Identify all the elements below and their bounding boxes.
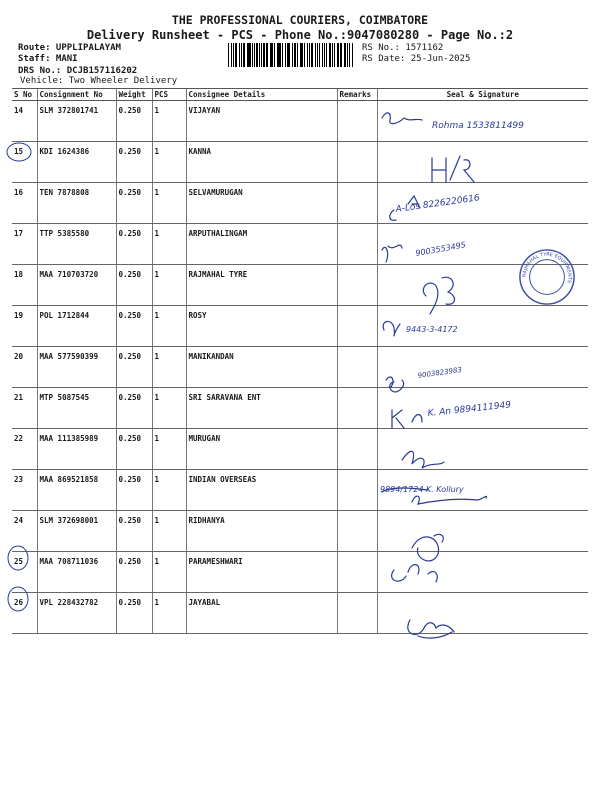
cell-consignee: MANIKANDAN bbox=[186, 347, 337, 388]
cell-consignee: RAJMAHAL TYRE bbox=[186, 265, 337, 306]
barcode-bar bbox=[294, 43, 296, 67]
cell-weight: 0.250 bbox=[116, 593, 152, 634]
table-row bbox=[12, 429, 588, 470]
cell-seal-signature bbox=[377, 429, 588, 470]
rs-date: RS Date: 25-Jun-2025 bbox=[362, 54, 471, 64]
cell-sno: 15 bbox=[12, 142, 37, 183]
cell-consignment: MAA 708711036 bbox=[37, 552, 116, 593]
barcode-bar bbox=[270, 43, 271, 67]
cell-sno: 14 bbox=[12, 101, 37, 142]
barcode-bar bbox=[278, 43, 280, 67]
cell-consignee: ARPUTHALINGAM bbox=[186, 224, 337, 265]
handwriting-row-16: A-Los 8226220616 bbox=[395, 193, 481, 215]
cell-remarks bbox=[337, 552, 377, 593]
document-title: THE PROFESSIONAL COURIERS, COIMBATORE bbox=[171, 13, 429, 27]
barcode-bar bbox=[248, 43, 250, 67]
barcode-bar bbox=[274, 43, 275, 67]
cell-weight: 0.250 bbox=[116, 470, 152, 511]
barcode-bar bbox=[315, 43, 316, 67]
vehicle-label: Vehicle: Two Wheeler Delivery bbox=[20, 76, 178, 86]
cell-consignment: MAA 869521858 bbox=[37, 470, 116, 511]
cell-seal-signature bbox=[377, 388, 588, 429]
cell-remarks bbox=[337, 593, 377, 634]
cell-seal-signature bbox=[377, 142, 588, 183]
cell-seal-signature bbox=[377, 552, 588, 593]
cell-pcs: 1 bbox=[152, 101, 186, 142]
table-row bbox=[12, 224, 588, 265]
barcode-bar bbox=[334, 43, 335, 67]
barcode-bar bbox=[277, 43, 278, 67]
handwriting-row-21: K. An 9894111949 bbox=[427, 400, 512, 419]
cell-weight: 0.250 bbox=[116, 101, 152, 142]
barcode-bar bbox=[324, 43, 325, 67]
barcode-bar bbox=[352, 43, 353, 67]
cell-pcs: 1 bbox=[152, 142, 186, 183]
barcode-bar bbox=[344, 43, 346, 67]
cell-sno: 21 bbox=[12, 388, 37, 429]
cell-pcs: 1 bbox=[152, 593, 186, 634]
cell-sno: 23 bbox=[12, 470, 37, 511]
cell-pcs: 1 bbox=[152, 429, 186, 470]
cell-seal-signature bbox=[377, 470, 588, 511]
cell-consignee: VIJAYAN bbox=[186, 101, 337, 142]
cell-consignee: JAYABAL bbox=[186, 593, 337, 634]
barcode-bar bbox=[231, 43, 232, 67]
cell-seal-signature bbox=[377, 183, 588, 224]
table-row bbox=[12, 142, 588, 183]
cell-pcs: 1 bbox=[152, 347, 186, 388]
col-header-consignee: Consignee Details bbox=[186, 89, 337, 101]
cell-consignment: SLM 372801741 bbox=[37, 101, 116, 142]
cell-consignee: PARAMESHWARI bbox=[186, 552, 337, 593]
cell-remarks bbox=[337, 101, 377, 142]
barcode-bar bbox=[241, 43, 242, 67]
barcode-bar bbox=[326, 43, 327, 67]
cell-remarks bbox=[337, 511, 377, 552]
cell-sno: 26 bbox=[12, 593, 37, 634]
staff-label: Staff: MANI bbox=[18, 54, 78, 64]
table-row bbox=[12, 511, 588, 552]
cell-sno: 19 bbox=[12, 306, 37, 347]
cell-weight: 0.250 bbox=[116, 306, 152, 347]
barcode-bar bbox=[288, 43, 289, 67]
barcode-bar bbox=[239, 43, 240, 67]
barcode-bar bbox=[322, 43, 323, 67]
barcode-bar bbox=[247, 43, 248, 67]
cell-sno: 18 bbox=[12, 265, 37, 306]
cell-consignment: SLM 372698001 bbox=[37, 511, 116, 552]
cell-consignee: INDIAN OVERSEAS bbox=[186, 470, 337, 511]
barcode-bar bbox=[329, 43, 331, 67]
cell-pcs: 1 bbox=[152, 552, 186, 593]
cell-consignee: RIDHANYA bbox=[186, 511, 337, 552]
handwriting-row-14: Rohma 1533811499 bbox=[432, 121, 524, 131]
barcode-bar bbox=[300, 43, 301, 67]
handwriting-row-20: 9003823983 bbox=[417, 365, 463, 380]
cell-sno: 17 bbox=[12, 224, 37, 265]
cell-remarks bbox=[337, 142, 377, 183]
barcode-bar bbox=[309, 43, 310, 67]
cell-seal-signature bbox=[377, 511, 588, 552]
cell-consignment: KDI 1624386 bbox=[37, 142, 116, 183]
barcode-bar bbox=[319, 43, 320, 67]
cell-consignee: SELVAMURUGAN bbox=[186, 183, 337, 224]
table-row bbox=[12, 347, 588, 388]
document-subtitle: Delivery Runsheet - PCS - Phone No.:9047080280 - Page No.:2 bbox=[86, 28, 514, 42]
table-row bbox=[12, 388, 588, 429]
cell-pcs: 1 bbox=[152, 265, 186, 306]
col-header-sno: S No bbox=[12, 89, 37, 101]
barcode-bar bbox=[261, 43, 262, 67]
barcode-bar bbox=[233, 43, 234, 67]
cell-sno: 20 bbox=[12, 347, 37, 388]
col-header-weight: Weight bbox=[116, 89, 152, 101]
drs-number: DRS No.: DCJB157116202 bbox=[18, 66, 138, 76]
table-row bbox=[12, 470, 588, 511]
table-row bbox=[12, 593, 588, 634]
barcode-bar bbox=[341, 43, 342, 67]
cell-consignee: SRI SARAVANA ENT bbox=[186, 388, 337, 429]
barcode-bar bbox=[228, 43, 229, 67]
cell-consignment: MAA 577590399 bbox=[37, 347, 116, 388]
col-header-pcs: PCS bbox=[152, 89, 186, 101]
cell-pcs: 1 bbox=[152, 511, 186, 552]
barcode-bar bbox=[349, 43, 350, 67]
cell-consignee: KANNA bbox=[186, 142, 337, 183]
cell-pcs: 1 bbox=[152, 224, 186, 265]
cell-sno: 16 bbox=[12, 183, 37, 224]
col-header-consignment: Consignment No bbox=[37, 89, 116, 101]
barcode-bar bbox=[337, 43, 338, 67]
route-label: Route: UPPLIPALAYAM bbox=[18, 43, 121, 53]
cell-weight: 0.250 bbox=[116, 388, 152, 429]
cell-consignment: MAA 710703720 bbox=[37, 265, 116, 306]
cell-consignment: MAA 111385989 bbox=[37, 429, 116, 470]
cell-pcs: 1 bbox=[152, 388, 186, 429]
cell-consignment: POL 1712844 bbox=[37, 306, 116, 347]
cell-sno: 24 bbox=[12, 511, 37, 552]
cell-remarks bbox=[337, 224, 377, 265]
table-row bbox=[12, 183, 588, 224]
cell-consignment: TTP 5385580 bbox=[37, 224, 116, 265]
rs-number: RS No.: 1571162 bbox=[362, 43, 444, 53]
cell-seal-signature bbox=[377, 593, 588, 634]
cell-seal-signature bbox=[377, 306, 588, 347]
barcode-bar bbox=[287, 43, 288, 67]
table-row bbox=[12, 552, 588, 593]
barcode-bar bbox=[266, 43, 268, 67]
barcode-bar bbox=[252, 43, 253, 67]
handwriting-row-17: 9003553495 bbox=[414, 240, 467, 258]
barcode-bar bbox=[304, 43, 305, 67]
barcode-bar bbox=[256, 43, 257, 67]
barcode-bar bbox=[297, 43, 298, 67]
cell-consignee: MURUGAN bbox=[186, 429, 337, 470]
table-row bbox=[12, 265, 588, 306]
barcode-bar bbox=[292, 43, 293, 67]
cell-weight: 0.250 bbox=[116, 347, 152, 388]
company-stamp bbox=[518, 248, 576, 306]
barcode-bar bbox=[243, 43, 244, 67]
cell-remarks bbox=[337, 429, 377, 470]
stamp-text: RAJMAHAL TYRE EQUIPMENTS bbox=[522, 252, 572, 284]
cell-remarks bbox=[337, 306, 377, 347]
cell-remarks bbox=[337, 470, 377, 511]
cell-remarks bbox=[337, 347, 377, 388]
cell-weight: 0.250 bbox=[116, 183, 152, 224]
cell-weight: 0.250 bbox=[116, 511, 152, 552]
barcode-bar bbox=[259, 43, 260, 67]
barcode-bar bbox=[263, 43, 264, 67]
cell-consignment: VPL 228432782 bbox=[37, 593, 116, 634]
table-header-row bbox=[12, 89, 588, 101]
barcode-bar bbox=[332, 43, 333, 67]
col-header-remarks: Remarks bbox=[337, 89, 377, 101]
runsheet-table bbox=[12, 88, 588, 634]
barcode-bar bbox=[282, 43, 283, 67]
handwriting-row-23: 9894/1724 K. Kollury bbox=[380, 485, 464, 494]
col-header-seal-signature: Seal & Signature bbox=[377, 89, 588, 101]
handwriting-row-19: 9443-3-4172 bbox=[406, 325, 458, 334]
barcode-bar bbox=[254, 43, 255, 67]
barcode-bar bbox=[311, 43, 313, 67]
barcode-bar bbox=[347, 43, 348, 67]
cell-seal-signature bbox=[377, 101, 588, 142]
cell-remarks bbox=[337, 388, 377, 429]
barcode-bar bbox=[271, 43, 272, 67]
cell-consignee: ROSY bbox=[186, 306, 337, 347]
barcode-bar bbox=[340, 43, 341, 67]
cell-remarks bbox=[337, 265, 377, 306]
cell-sno: 22 bbox=[12, 429, 37, 470]
cell-pcs: 1 bbox=[152, 183, 186, 224]
barcode-bar bbox=[307, 43, 308, 67]
cell-seal-signature bbox=[377, 347, 588, 388]
table-row bbox=[12, 306, 588, 347]
cell-remarks bbox=[337, 183, 377, 224]
cell-weight: 0.250 bbox=[116, 224, 152, 265]
cell-consignment: TEN 7878808 bbox=[37, 183, 116, 224]
cell-sno: 25 bbox=[12, 552, 37, 593]
cell-weight: 0.250 bbox=[116, 429, 152, 470]
cell-weight: 0.250 bbox=[116, 265, 152, 306]
barcode-bar bbox=[285, 43, 286, 67]
barcode-bar bbox=[317, 43, 318, 67]
cell-weight: 0.250 bbox=[116, 142, 152, 183]
table-row bbox=[12, 101, 588, 142]
cell-pcs: 1 bbox=[152, 306, 186, 347]
cell-pcs: 1 bbox=[152, 470, 186, 511]
barcode-bar bbox=[301, 43, 302, 67]
cell-consignment: MTP 5087545 bbox=[37, 388, 116, 429]
barcode-image bbox=[228, 43, 354, 67]
barcode-bar bbox=[235, 43, 237, 67]
cell-weight: 0.250 bbox=[116, 552, 152, 593]
